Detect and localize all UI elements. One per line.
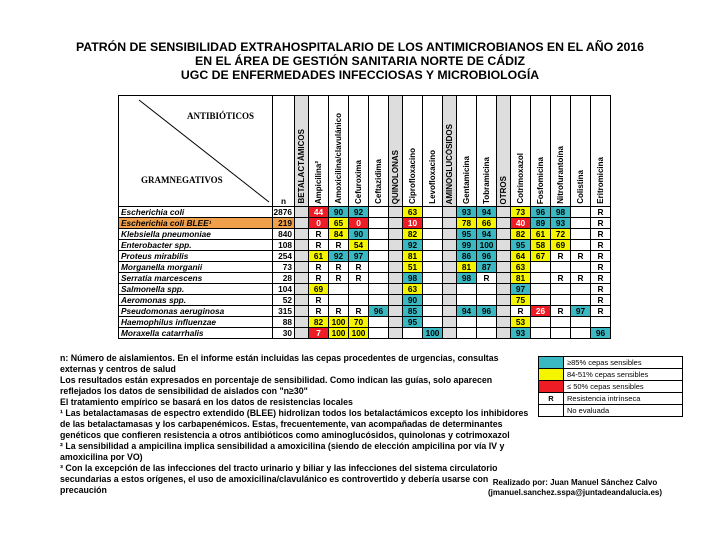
sensitivity-cell: 98 [551, 207, 571, 218]
sensitivity-cell: 66 [477, 218, 497, 229]
sensitivity-cell [531, 262, 551, 273]
sensitivity-cell [295, 229, 309, 240]
sensitivity-table [118, 95, 611, 339]
sensitivity-cell [497, 306, 511, 317]
sensitivity-cell [295, 273, 309, 284]
sensitivity-cell [443, 229, 457, 240]
sensitivity-cell [497, 317, 511, 328]
sensitivity-cell: 63 [403, 207, 423, 218]
note-paragraph: ² La sensibilidad a ampicilina implica sensibilidad a amoxicilina (siendo de elección ampicilina por vía IV y amoxicilina por VO) [60, 441, 505, 462]
sensitivity-cell: R [349, 273, 369, 284]
note-paragraph: n: Número de aislamientos. En el informe están incluidas las cepas procedentes de urgencias, consultas externas y centros de salud [60, 353, 499, 374]
sensitivity-cell: 89 [531, 218, 551, 229]
sensitivity-cell [423, 284, 443, 295]
sensitivity-cell [531, 328, 551, 339]
sensitivity-cell [423, 262, 443, 273]
sensitivity-cell [369, 218, 389, 229]
sensitivity-cell: 94 [477, 207, 497, 218]
sensitivity-cell: 70 [349, 317, 369, 328]
sensitivity-cell: 40 [511, 218, 531, 229]
sensitivity-cell: 90 [329, 207, 349, 218]
sensitivity-cell [571, 317, 591, 328]
sensitivity-cell: 54 [349, 240, 369, 251]
sensitivity-cell: R [591, 306, 611, 317]
sensitivity-cell: 82 [309, 317, 329, 328]
sensitivity-cell [389, 218, 403, 229]
sensitivity-cell: 69 [309, 284, 329, 295]
sensitivity-cell [443, 306, 457, 317]
note-paragraph: ¹ Las betalactamasas de espectro extendido (BLEE) hidrolizan todos los betalactámicos excepto los inhibidores de las betalactamasas y los carbapenémicos. Estas, frecuentemente, van acompañadas de determinantes genéticos que confieren resistencia a otros antibióticos como aminoglucósidos, quinolonas y cotrimoxazol [60, 408, 529, 440]
sensitivity-cell: R [591, 262, 611, 273]
sensitivity-cell [369, 295, 389, 306]
sensitivity-cell [369, 240, 389, 251]
sensitivity-cell [443, 251, 457, 262]
sensitivity-cell: 98 [457, 273, 477, 284]
sensitivity-cell [477, 295, 497, 306]
sensitivity-cell [531, 284, 551, 295]
sensitivity-cell [591, 317, 611, 328]
sensitivity-cell [349, 284, 369, 295]
sensitivity-cell [443, 262, 457, 273]
organism-name: Serratia marcescens [119, 273, 273, 284]
sensitivity-cell: 100 [477, 240, 497, 251]
column-header: Ampicilina² [309, 96, 329, 207]
isolate-count: 108 [273, 240, 295, 251]
sensitivity-cell [443, 207, 457, 218]
sensitivity-cell: 93 [511, 328, 531, 339]
sensitivity-cell [295, 284, 309, 295]
sensitivity-cell [369, 251, 389, 262]
sensitivity-cell [443, 240, 457, 251]
sensitivity-cell: 72 [551, 229, 571, 240]
sensitivity-cell: R [551, 306, 571, 317]
sensitivity-cell: 98 [403, 273, 423, 284]
isolate-count: 73 [273, 262, 295, 273]
sensitivity-cell: 81 [403, 251, 423, 262]
legend-swatch [539, 369, 564, 381]
isolate-count: 28 [273, 273, 295, 284]
author-name: Realizado por: Juan Manuel Sánchez Calvo [492, 478, 658, 487]
sensitivity-cell [389, 284, 403, 295]
sensitivity-cell: 90 [349, 229, 369, 240]
sensitivity-cell [389, 207, 403, 218]
sensitivity-cell: R [551, 251, 571, 262]
sensitivity-cell: 75 [511, 295, 531, 306]
sensitivity-cell [497, 240, 511, 251]
isolate-count: 104 [273, 284, 295, 295]
sensitivity-cell [531, 317, 551, 328]
sensitivity-cell [571, 295, 591, 306]
legend-row [539, 381, 683, 393]
column-header: Fosfomicina [531, 96, 551, 207]
sensitivity-cell: R [591, 240, 611, 251]
sensitivity-cell [423, 273, 443, 284]
corner-header [119, 96, 273, 207]
sensitivity-cell [497, 295, 511, 306]
sensitivity-cell [443, 328, 457, 339]
sensitivity-cell [477, 284, 497, 295]
sensitivity-cell [389, 251, 403, 262]
sensitivity-cell [349, 295, 369, 306]
sensitivity-cell: R [329, 273, 349, 284]
sensitivity-cell [443, 295, 457, 306]
sensitivity-cell: R [571, 251, 591, 262]
column-header: OTROS [497, 96, 511, 207]
sensitivity-cell [571, 284, 591, 295]
organism-name: Aeromonas spp. [119, 295, 273, 306]
sensitivity-cell: 82 [403, 229, 423, 240]
legend-row [539, 393, 683, 405]
sensitivity-cell [295, 317, 309, 328]
corner-top-label: ANTIBIÓTICOS [187, 111, 255, 121]
sensitivity-cell [389, 328, 403, 339]
isolate-count: 315 [273, 306, 295, 317]
organism-name: Escherichia coli [119, 207, 273, 218]
title-line-1: PATRÓN DE SENSIBILIDAD EXTRAHOSPITALARIO DE LOS ANTIMICROBIANOS EN EL AÑO 2016 [76, 40, 644, 54]
sensitivity-cell: 99 [457, 240, 477, 251]
sensitivity-cell: R [591, 295, 611, 306]
table-row [119, 229, 611, 240]
sensitivity-cell: R [591, 273, 611, 284]
sensitivity-cell: 53 [511, 317, 531, 328]
legend-label: No evaluada [564, 405, 683, 417]
sensitivity-cell [551, 262, 571, 273]
sensitivity-cell: 95 [457, 229, 477, 240]
sensitivity-cell [571, 229, 591, 240]
sensitivity-cell [497, 273, 511, 284]
sensitivity-cell [497, 262, 511, 273]
table-row [119, 262, 611, 273]
sensitivity-cell: R [309, 273, 329, 284]
sensitivity-cell [389, 262, 403, 273]
sensitivity-cell [497, 207, 511, 218]
organism-name: Klebsiella pneumoniae [119, 229, 273, 240]
column-header: Ceftazidima [369, 96, 389, 207]
sensitivity-cell [571, 207, 591, 218]
sensitivity-cell [571, 262, 591, 273]
column-header: Ciprofloxacino [403, 96, 423, 207]
sensitivity-cell: 92 [329, 251, 349, 262]
legend-row [539, 357, 683, 369]
legend-row [539, 369, 683, 381]
organism-name: Moraxella catarrhalis [119, 328, 273, 339]
sensitivity-cell: 61 [309, 251, 329, 262]
isolate-count: 254 [273, 251, 295, 262]
sensitivity-cell [497, 284, 511, 295]
sensitivity-cell: 63 [511, 262, 531, 273]
table-row [119, 328, 611, 339]
column-header: BETALACTÁMICOS [295, 96, 309, 207]
sensitivity-cell [497, 251, 511, 262]
sensitivity-cell: R [551, 273, 571, 284]
sensitivity-cell [457, 284, 477, 295]
column-header: Colistina [571, 96, 591, 207]
sensitivity-cell: 94 [457, 306, 477, 317]
sensitivity-cell [443, 284, 457, 295]
legend-swatch [539, 381, 564, 393]
legend-label: ≤ 50% cepas sensibles [564, 381, 683, 393]
sensitivity-cell [531, 295, 551, 306]
title-line-2: EN EL ÁREA DE GESTIÓN SANITARIA NORTE DE CÁDIZ [195, 54, 525, 68]
sensitivity-cell: 69 [551, 240, 571, 251]
column-header: Gentamicina [457, 96, 477, 207]
table-row [119, 251, 611, 262]
sensitivity-cell [497, 328, 511, 339]
column-header: Cotrimoxazol [511, 96, 531, 207]
note-paragraph: ³ Con la excepción de las infecciones del tracto urinario y biliar y las infecciones del sistema circulatorio secundarias a estos orígenes, el uso de amoxicilina/clavulánico es controvertido y debería usarse con precaución [60, 463, 498, 495]
sensitivity-cell: 81 [511, 273, 531, 284]
legend-row [539, 405, 683, 417]
sensitivity-cell [571, 218, 591, 229]
sensitivity-cell: 84 [329, 229, 349, 240]
sensitivity-cell [531, 273, 551, 284]
organism-name: Pseudomonas aeruginosa [119, 306, 273, 317]
sensitivity-cell: 97 [571, 306, 591, 317]
sensitivity-cell: R [309, 240, 329, 251]
sensitivity-cell: 58 [531, 240, 551, 251]
sensitivity-cell [369, 229, 389, 240]
sensitivity-cell: 97 [511, 284, 531, 295]
table-row [119, 284, 611, 295]
sensitivity-cell [443, 273, 457, 284]
isolate-count: 52 [273, 295, 295, 306]
sensitivity-cell: R [309, 295, 329, 306]
sensitivity-cell [369, 284, 389, 295]
sensitivity-cell: 92 [349, 207, 369, 218]
isolate-count: 219 [273, 218, 295, 229]
sensitivity-cell: 100 [423, 328, 443, 339]
sensitivity-cell: R [349, 306, 369, 317]
sensitivity-cell: 51 [403, 262, 423, 273]
sensitivity-cell [295, 306, 309, 317]
sensitivity-cell [423, 240, 443, 251]
sensitivity-cell [457, 317, 477, 328]
sensitivity-cell [329, 295, 349, 306]
sensitivity-cell [551, 317, 571, 328]
sensitivity-cell: R [309, 262, 329, 273]
column-header: AMINOGLUCÓSIDOS [443, 96, 457, 207]
sensitivity-cell [477, 317, 497, 328]
sensitivity-cell [551, 328, 571, 339]
sensitivity-cell [295, 207, 309, 218]
sensitivity-cell: 61 [531, 229, 551, 240]
sensitivity-cell [423, 295, 443, 306]
column-header: Nitrofurantoína [551, 96, 571, 207]
note-paragraph: Los resultados están expresados en porcentaje de sensibilidad. Como indican las guías, solo aparecen reflejados los datos de sensibilidad de aislados con "n≥30" [60, 375, 493, 396]
column-header: Eritromicina [591, 96, 611, 207]
sensitivity-cell: R [591, 284, 611, 295]
sensitivity-cell [295, 328, 309, 339]
sensitivity-cell [295, 251, 309, 262]
isolate-count: 30 [273, 328, 295, 339]
column-header: Amoxicilina/clavulánico [329, 96, 349, 207]
sensitivity-cell [571, 328, 591, 339]
sensitivity-cell: 86 [457, 251, 477, 262]
sensitivity-cell: 82 [511, 229, 531, 240]
isolate-count: 88 [273, 317, 295, 328]
sensitivity-cell [423, 306, 443, 317]
column-header: QUINOLONAS [389, 96, 403, 207]
sensitivity-cell: R [591, 229, 611, 240]
organism-name: Haemophilus influenzae [119, 317, 273, 328]
table-row [119, 317, 611, 328]
sensitivity-cell: 73 [511, 207, 531, 218]
table-row [119, 218, 611, 229]
organism-name: Escherichia coli BLEE¹ [119, 218, 273, 229]
sensitivity-cell: 100 [329, 317, 349, 328]
sensitivity-cell [295, 262, 309, 273]
sensitivity-cell [497, 229, 511, 240]
sensitivity-cell [389, 240, 403, 251]
sensitivity-cell: 96 [477, 306, 497, 317]
sensitivity-cell [369, 317, 389, 328]
author-email: (jmanuel.sanchez.sspa@juntadeandalucia.es) [487, 488, 663, 497]
sensitivity-cell: 100 [329, 328, 349, 339]
sensitivity-cell: R [329, 306, 349, 317]
sensitivity-cell: 0 [349, 218, 369, 229]
sensitivity-cell: R [309, 229, 329, 240]
sensitivity-cell: 93 [551, 218, 571, 229]
sensitivity-cell [389, 295, 403, 306]
sensitivity-cell: 81 [457, 262, 477, 273]
sensitivity-cell: 63 [403, 284, 423, 295]
sensitivity-cell: 100 [349, 328, 369, 339]
legend-label: Resistencia intrínseca [564, 393, 683, 405]
table-row [119, 273, 611, 284]
note-paragraph: El tratamiento empírico se basará en los datos de resistencias locales [60, 397, 353, 407]
table-row [119, 306, 611, 317]
sensitivity-cell [389, 306, 403, 317]
sensitivity-cell: R [329, 262, 349, 273]
sensitivity-cell: 44 [309, 207, 329, 218]
sensitivity-cell: 0 [309, 218, 329, 229]
sensitivity-cell [423, 317, 443, 328]
sensitivity-cell [369, 207, 389, 218]
sensitivity-cell: 96 [477, 251, 497, 262]
sensitivity-cell: 97 [349, 251, 369, 262]
sensitivity-cell: 78 [457, 218, 477, 229]
corner-bottom-label: GRAMNEGATIVOS [141, 175, 223, 185]
legend-swatch [539, 357, 564, 369]
sensitivity-cell: 87 [477, 262, 497, 273]
sensitivity-cell: 67 [531, 251, 551, 262]
sensitivity-cell [571, 240, 591, 251]
sensitivity-cell: 64 [511, 251, 531, 262]
sensitivity-cell: 65 [329, 218, 349, 229]
sensitivity-cell [295, 218, 309, 229]
sensitivity-cell [423, 251, 443, 262]
legend-swatch: R [539, 393, 564, 405]
sensitivity-cell [457, 328, 477, 339]
sensitivity-cell [403, 328, 423, 339]
sensitivity-cell: 85 [403, 306, 423, 317]
organism-name: Salmonella spp. [119, 284, 273, 295]
sensitivity-cell [551, 295, 571, 306]
legend [538, 356, 683, 417]
sensitivity-cell [295, 295, 309, 306]
sensitivity-cell [443, 317, 457, 328]
sensitivity-cell: 92 [403, 240, 423, 251]
sensitivity-cell [369, 328, 389, 339]
n-header: n [273, 96, 295, 207]
column-header: Tobramicina [477, 96, 497, 207]
sensitivity-cell: R [309, 306, 329, 317]
sensitivity-cell: 7 [309, 328, 329, 339]
table-row [119, 295, 611, 306]
sensitivity-cell [389, 317, 403, 328]
sensitivity-cell: 10 [403, 218, 423, 229]
table-row [119, 240, 611, 251]
sensitivity-cell [477, 328, 497, 339]
sensitivity-cell [423, 207, 443, 218]
sensitivity-cell [443, 218, 457, 229]
sensitivity-cell: R [477, 273, 497, 284]
sensitivity-cell: R [591, 207, 611, 218]
sensitivity-cell [551, 284, 571, 295]
sensitivity-cell [329, 284, 349, 295]
sensitivity-cell [497, 218, 511, 229]
sensitivity-cell: R [349, 262, 369, 273]
title-line-3: UGC DE ENFERMEDADES INFECCIOSAS Y MICROBIOLOGÍA [180, 68, 540, 82]
sensitivity-cell: 95 [511, 240, 531, 251]
sensitivity-cell [389, 273, 403, 284]
sensitivity-cell: 96 [369, 306, 389, 317]
sensitivity-cell: 96 [591, 328, 611, 339]
isolate-count: 2876 [273, 207, 295, 218]
sensitivity-cell: 26 [531, 306, 551, 317]
sensitivity-cell [423, 218, 443, 229]
isolate-count: 840 [273, 229, 295, 240]
sensitivity-cell [423, 229, 443, 240]
sensitivity-cell [389, 229, 403, 240]
column-header: Cefuroxima [349, 96, 369, 207]
sensitivity-cell: 95 [403, 317, 423, 328]
author-credit [480, 478, 670, 498]
sensitivity-cell: 94 [477, 229, 497, 240]
sensitivity-cell [295, 240, 309, 251]
legend-swatch [539, 405, 564, 417]
organism-name: Proteus mirabilis [119, 251, 273, 262]
sensitivity-cell: R [571, 273, 591, 284]
sensitivity-cell [369, 273, 389, 284]
table-row [119, 207, 611, 218]
sensitivity-cell: R [329, 240, 349, 251]
legend-label: 84-51% cepas sensibles [564, 369, 683, 381]
sensitivity-cell: R [511, 306, 531, 317]
sensitivity-cell [457, 295, 477, 306]
sensitivity-cell: 90 [403, 295, 423, 306]
sensitivity-cell [369, 262, 389, 273]
sensitivity-cell: R [591, 218, 611, 229]
sensitivity-cell: R [591, 251, 611, 262]
organism-name: Enterobacter spp. [119, 240, 273, 251]
legend-label: ≥85% cepas sensibles [564, 357, 683, 369]
organism-name: Morganella morganii [119, 262, 273, 273]
column-header: Levofloxacino [423, 96, 443, 207]
sensitivity-cell: 93 [457, 207, 477, 218]
sensitivity-cell: 96 [531, 207, 551, 218]
notes-section [60, 353, 530, 496]
